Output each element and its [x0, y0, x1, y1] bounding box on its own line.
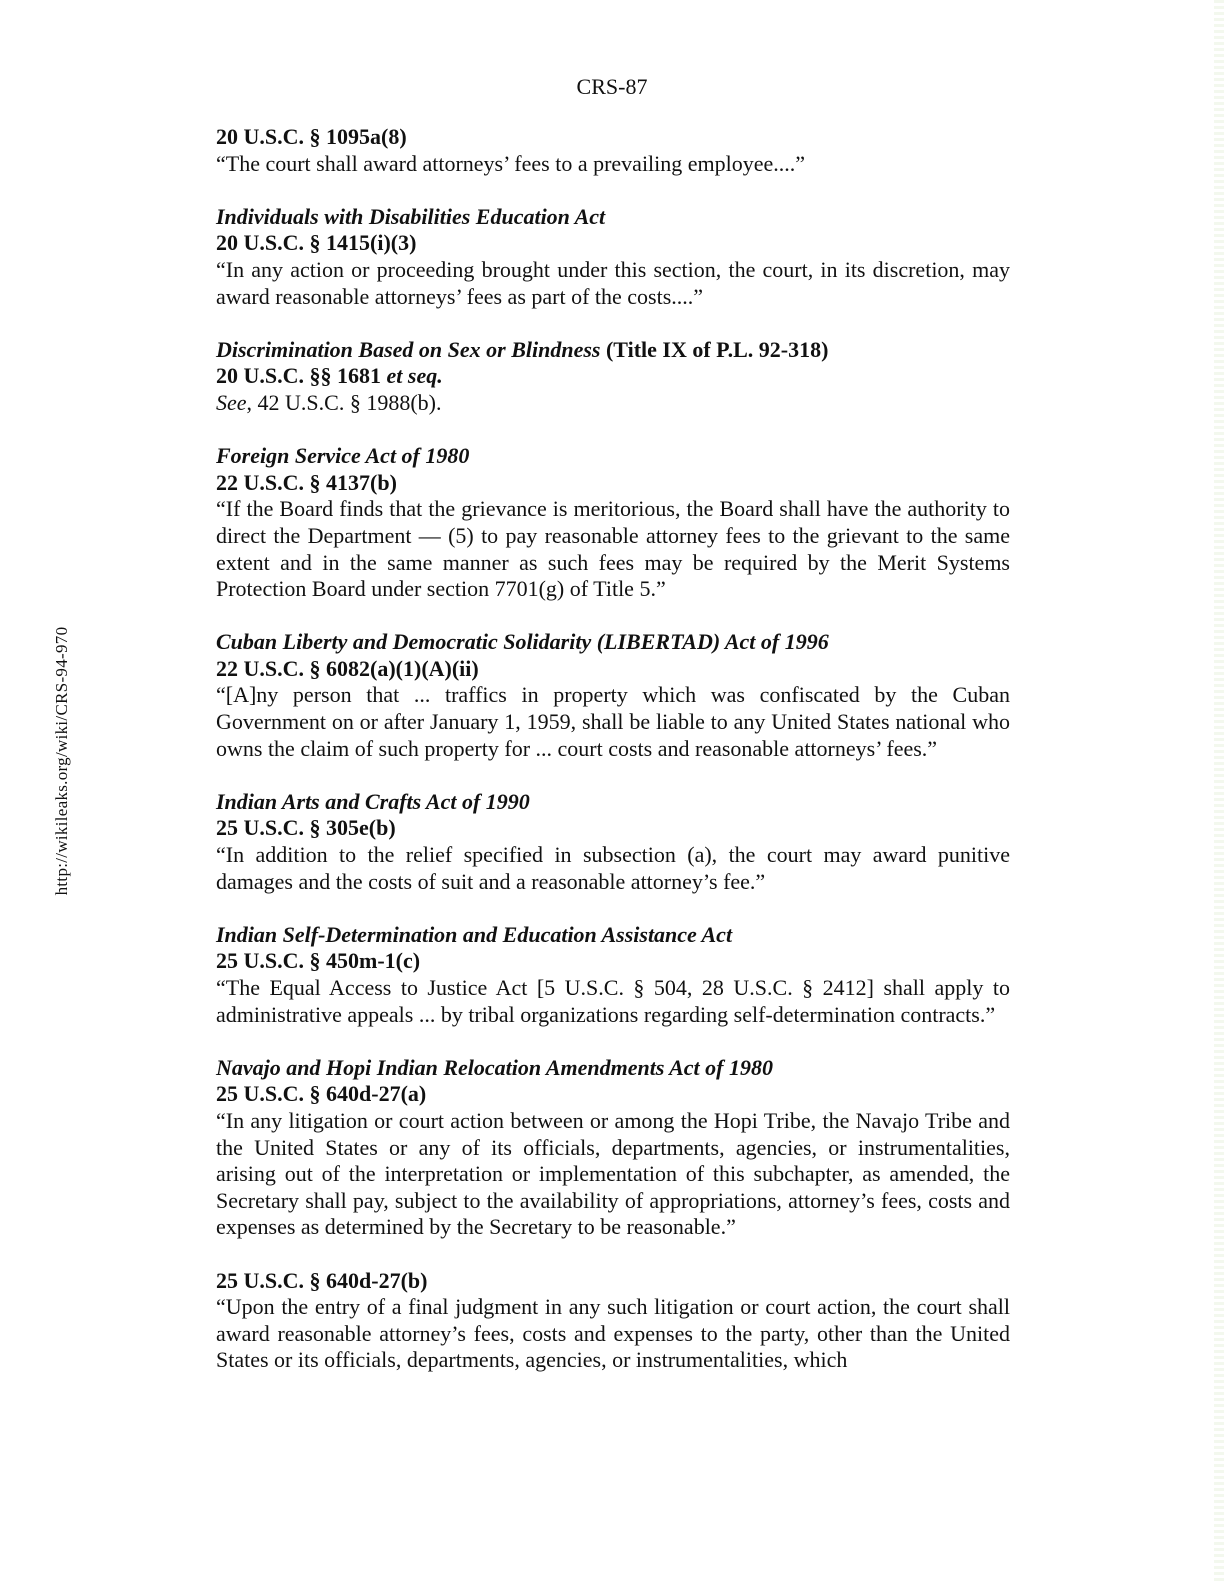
citation: 20 U.S.C. § 1415(i)(3)	[216, 230, 417, 256]
act-title: Indian Self-Determination and Education Assistance Act	[216, 921, 733, 947]
statute-quote: “In addition to the relief specified in subsection (a), the court may award punitive damages and the costs of suit and a reasonable attorney’s fee.”	[216, 842, 1010, 894]
citation: 22 U.S.C. § 6082(a)(1)(A)(ii)	[216, 655, 479, 681]
statute-quote: “The Equal Access to Justice Act [5 U.S.C. § 504, 28 U.S.C. § 2412] shall apply to administrative appeals ... by tribal organizations regarding self-determination contracts.”	[216, 975, 1010, 1027]
cross-reference-text: , 42 U.S.C. § 1988(b).	[246, 389, 442, 415]
act-title: Indian Arts and Crafts Act of 1990	[216, 788, 530, 814]
source-url: http://wikileaks.org/wiki/CRS-94-970	[52, 626, 71, 896]
cross-reference	[216, 390, 1010, 417]
statute-entry	[216, 204, 1010, 310]
statute-entry	[216, 789, 1010, 895]
statute-entry	[216, 337, 1010, 417]
citation: 22 U.S.C. § 4137(b)	[216, 469, 397, 495]
statute-quote: “In any litigation or court action between or among the Hopi Tribe, the Navajo Tribe and the United States or any of its officials, departments, agencies, or instrumentalities, arising out of the interpretation or implementation of this subchapter, as amended, the Secretary shall pay, subject to the availability of appropriations, attorney’s fees, costs and expenses as determined by the Secretary to be reasonable.”	[216, 1107, 1010, 1240]
act-title-line	[216, 337, 1010, 364]
page-header: CRS-87	[576, 74, 648, 99]
citation-line	[216, 363, 1010, 390]
statute-quote: “Upon the entry of a final judgment in any such litigation or court action, the court shall award reasonable attorney’s fees, costs and expenses to the party, other than the United States or its officials, departments, agencies, or instrumentalities, which	[216, 1294, 1010, 1373]
statute-quote: “The court shall award attorneys’ fees to a prevailing employee....”	[216, 150, 806, 176]
citation: 25 U.S.C. § 450m-1(c)	[216, 948, 421, 974]
document-body	[216, 124, 1010, 1401]
statute-entry	[216, 1055, 1010, 1241]
citation: 20 U.S.C. § 1095a(8)	[216, 124, 407, 149]
statute-quote: “[A]ny person that ... traffics in property which was confiscated by the Cuban Government on or after January 1, 1959, shall be liable to any United States national who owns the claim of such property for ... court costs and reasonable attorneys’ fees.”	[216, 682, 1010, 761]
scan-edge-strip	[1214, 0, 1224, 1584]
citation-suffix: et seq.	[386, 363, 443, 389]
statute-quote: “In any action or proceeding brought under this section, the court, in its discretion, may award reasonable attorneys’ fees as part of the costs....”	[216, 256, 1010, 309]
statute-entry	[216, 443, 1010, 603]
statute-entry	[216, 629, 1010, 762]
statute-entry	[216, 124, 1010, 177]
act-title-suffix: (Title IX of P.L. 92-318)	[600, 336, 829, 362]
sidebar-url-container	[52, 606, 72, 916]
act-title: Cuban Liberty and Democratic Solidarity (LIBERTAD) Act of 1996	[216, 629, 829, 655]
act-title: Discrimination Based on Sex or Blindness	[216, 336, 601, 362]
act-title: Navajo and Hopi Indian Relocation Amendments Act of 1980	[216, 1054, 773, 1080]
citation: 25 U.S.C. § 640d-27(a)	[216, 1081, 427, 1107]
see-prefix: See	[216, 389, 247, 415]
statute-quote: “If the Board finds that the grievance is meritorious, the Board shall have the authority to direct the Department — (5) to pay reasonable attorney fees to the grievant to the same extent and in the same manner as such fees may be required by the Merit Systems Protection Board under section 7701(g) of Title 5.”	[216, 496, 1010, 602]
citation: 25 U.S.C. § 305e(b)	[216, 815, 396, 841]
statute-entry	[216, 1268, 1010, 1374]
statute-entry	[216, 922, 1010, 1028]
act-title: Individuals with Disabilities Education Act	[216, 203, 606, 229]
act-title: Foreign Service Act of 1980	[216, 443, 470, 469]
citation: 25 U.S.C. § 640d-27(b)	[216, 1267, 428, 1293]
citation: 20 U.S.C. §§ 1681	[216, 363, 387, 389]
